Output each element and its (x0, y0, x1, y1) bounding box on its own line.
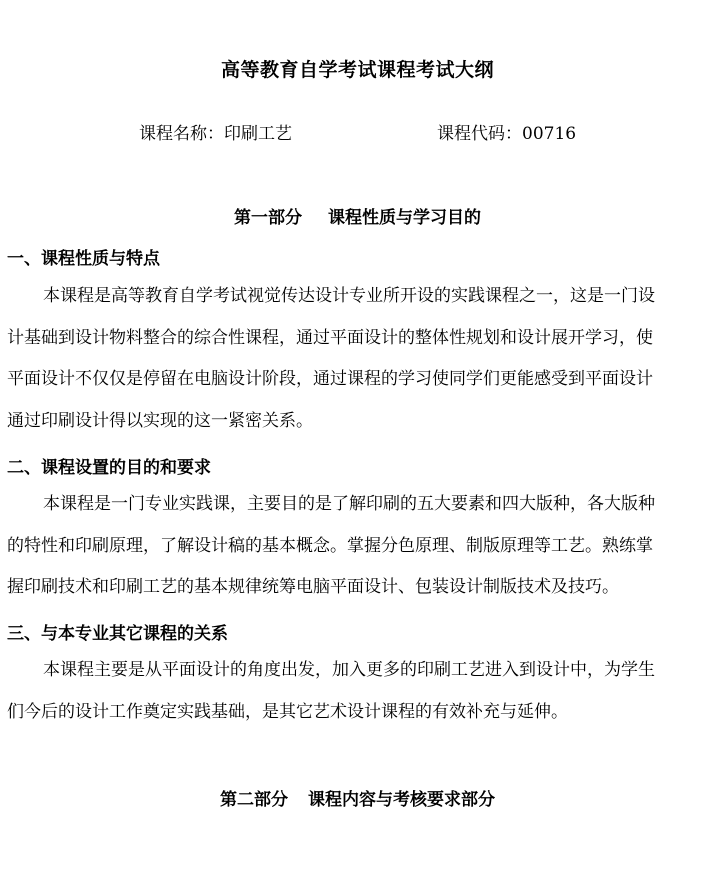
paragraph-line: 本课程是高等教育自学考试视觉传达设计专业所开设的实践课程之一，这是一门设 (43, 286, 655, 306)
paragraph-line: 通过印刷设计得以实现的这一紧密关系。 (7, 410, 313, 431)
paragraph-line: 本课程是一门专业实践课，主要目的是了解印刷的五大要素和四大版种，各大版种 (43, 494, 655, 514)
section-heading-purpose: 二、课程设置的目的和要求 (7, 458, 211, 478)
paragraph-line: 们今后的设计工作奠定实践基础，是其它艺术设计课程的有效补充与延伸。 (7, 701, 568, 722)
section-heading-nature: 一、课程性质与特点 (7, 249, 160, 269)
paragraph-line: 平面设计不仅仅是停留在电脑设计阶段，通过课程的学习使同学们更能感受到平面设计 (7, 369, 653, 389)
part-two-number: 第二部分 (220, 790, 288, 810)
document-title: 高等教育自学考试课程考试大纲 (220, 59, 494, 81)
part-one-number: 第一部分 (234, 208, 302, 228)
paragraph-line: 本课程主要是从平面设计的角度出发，加入更多的印刷工艺进入到设计中，为学生 (43, 660, 655, 680)
section-paragraph-purpose (7, 484, 709, 609)
part-one-heading (0, 203, 715, 228)
part-two-title: 课程内容与考核要求部分 (308, 790, 495, 810)
section-paragraph-relation (7, 650, 709, 733)
paragraph-line: 计基础到设计物料整合的综合性课程，通过平面设计的整体性规划和设计展开学习，使 (7, 327, 653, 348)
paragraph-line: 握印刷技术和印刷工艺的基本规律统筹电脑平面设计、包装设计制版技术及技巧。 (7, 577, 619, 597)
part-two-heading (0, 785, 715, 810)
section-paragraph-nature (7, 276, 709, 442)
part-one-title: 课程性质与学习目的 (328, 208, 481, 228)
course-code: 课程代码：00716 (437, 124, 577, 144)
course-name: 课程名称：印刷工艺 (139, 124, 292, 144)
paragraph-line: 的特性和印刷原理，了解设计稿的基本概念。掌握分色原理、制版原理等工艺。熟练掌 (7, 535, 653, 556)
section-heading-relation: 三、与本专业其它课程的关系 (7, 624, 228, 644)
